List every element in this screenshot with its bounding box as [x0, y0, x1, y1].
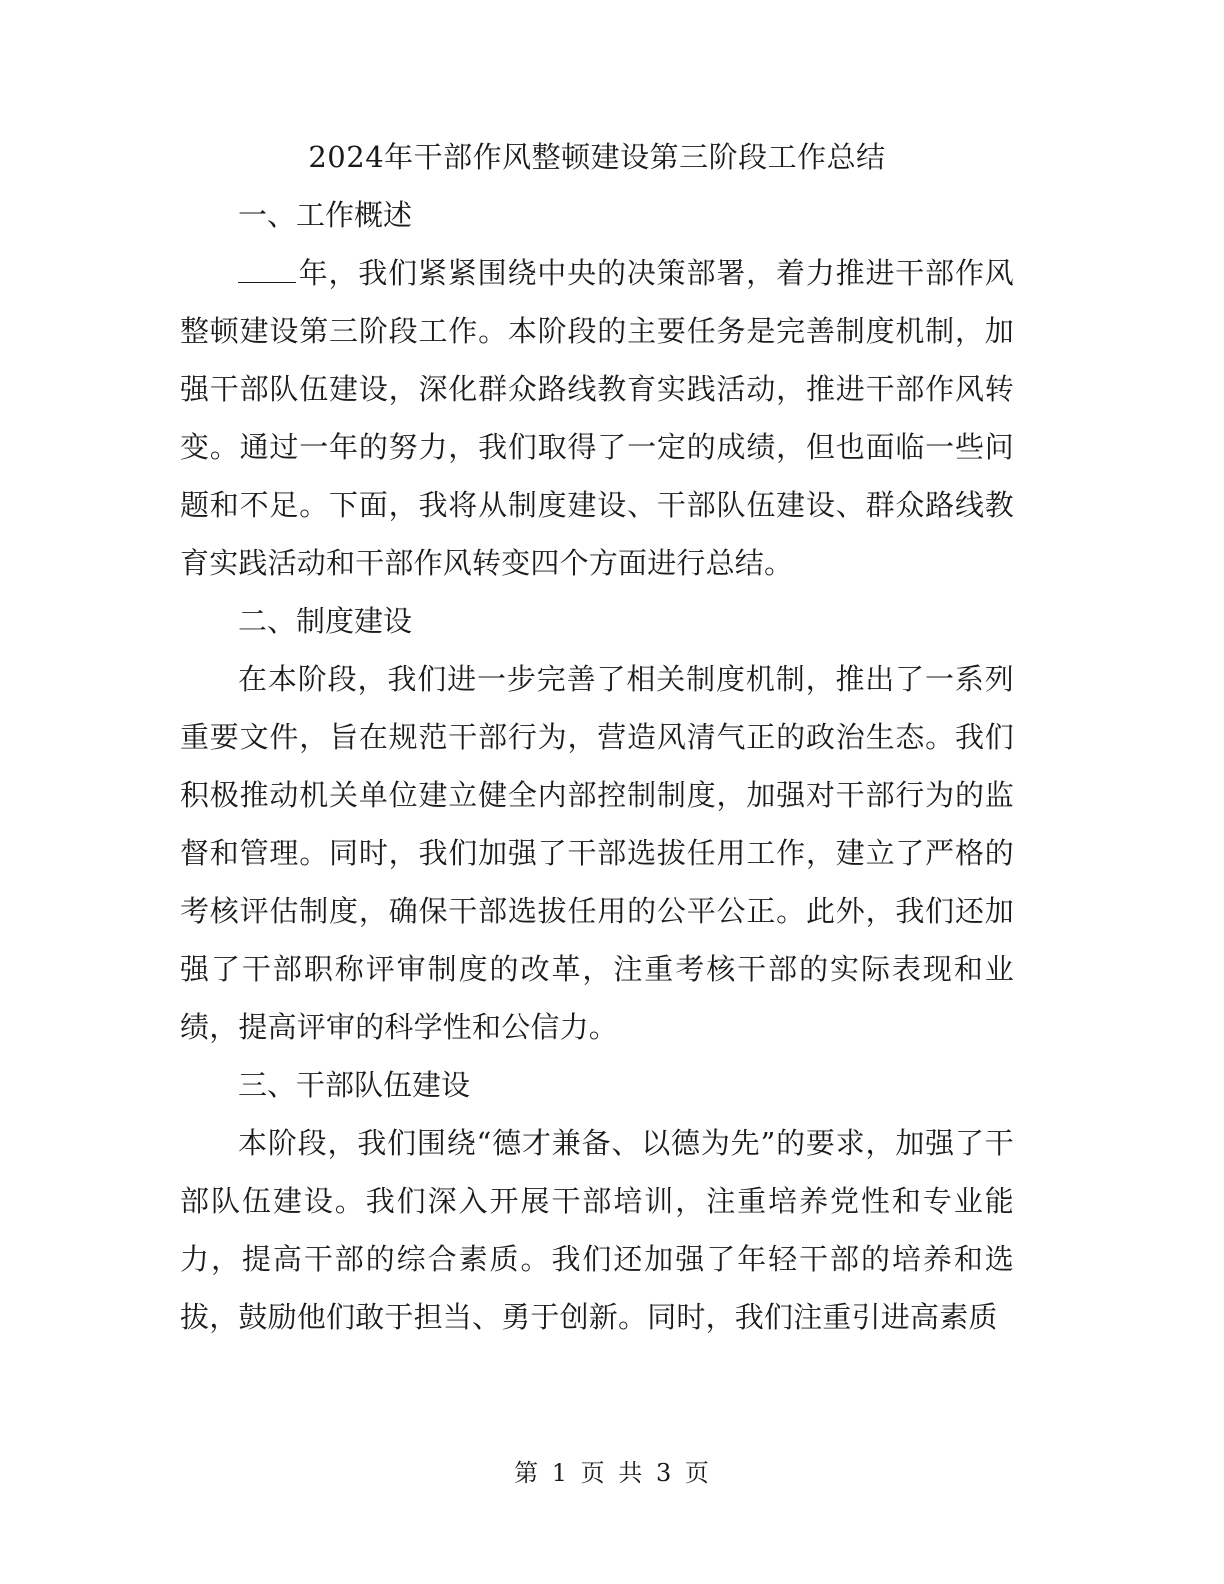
- document-body: [180, 128, 1014, 1346]
- page-number-footer: 第 1 页 共 3 页: [514, 1459, 710, 1487]
- section-paragraph-overview: [180, 244, 1014, 592]
- section-paragraph-system: 在本阶段，我们进一步完善了相关制度机制，推出了一系列重要文件，旨在规范干部行为，营造风清气正的政治生态。我们积极推动机关单位建立健全内部控制制度，加强对干部行为的监督和管理。同时，我们加强了干部选拔任用工作，建立了严格的考核评估制度，确保干部选拔任用的公平公正。此外，我们还加强了干部职称评审制度的改革，注重考核干部的实际表现和业绩，提高评审的科学性和公信力。: [180, 662, 1014, 1044]
- section-paragraph-team: 本阶段，我们围绕“德才兼备、以德为先”的要求，加强了干部队伍建设。我们深入开展干部培训，注重培养党性和专业能力，提高干部的综合素质。我们还加强了年轻干部的培养和选拔，鼓励他们敢于担当、勇于创新。同时，我们注重引进高素质: [180, 1126, 1014, 1334]
- fill-in-blank: [238, 256, 296, 283]
- section-heading-overview: 一、工作概述: [238, 198, 413, 232]
- paragraph-text: 年，我们紧紧围绕中央的决策部署，着力推进干部作风整顿建设第三阶段工作。本阶段的主要任务是完善制度机制，加强干部队伍建设，深化群众路线教育实践活动，推进干部作风转变。通过一年的努力，我们取得了一定的成绩，但也面临一些问题和不足。下面，我将从制度建设、干部队伍建设、群众路线教育实践活动和干部作风转变四个方面进行总结。: [180, 256, 1014, 580]
- document-title: 2024年干部作风整顿建设第三阶段工作总结: [308, 140, 886, 174]
- section-heading-system: 二、制度建设: [238, 604, 413, 638]
- section-heading-team: 三、干部队伍建设: [238, 1068, 471, 1102]
